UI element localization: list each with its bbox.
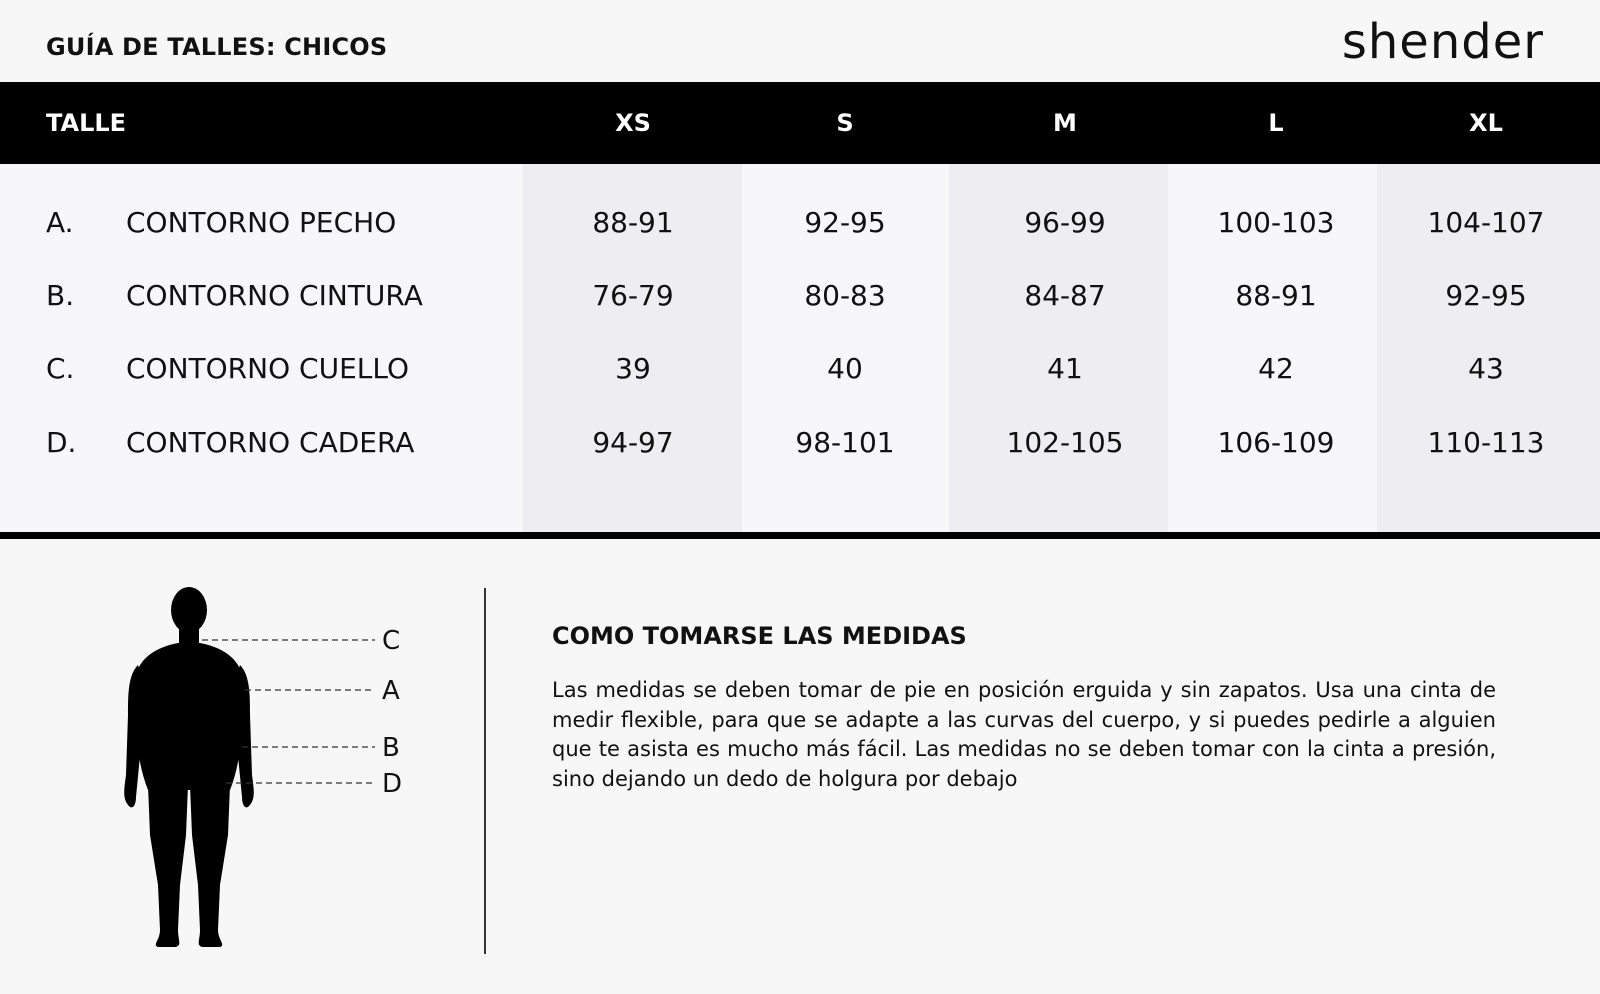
size-header-s: S <box>836 109 854 137</box>
howto-description: Las medidas se deben tomar de pie en posición erguida y sin zapatos. Usa una cinta de medir flexible, para que se adapte a las curvas del cuerpo, y si puedes pedirle a alguien que te asista es mucho más fácil. Las medidas no se deben tomar con la cinta a presión, sino dejando un dedo de holgura por debajo <box>552 678 1496 791</box>
mark-b-label: B <box>382 733 400 763</box>
cell-s: 98-101 <box>795 426 895 459</box>
size-table-header <box>0 82 1600 164</box>
vertical-separator <box>484 588 486 954</box>
cell-xs: 39 <box>615 352 651 385</box>
size-header-xl: XL <box>1469 109 1503 137</box>
mark-d-label: D <box>382 769 403 799</box>
cell-xl: 104-107 <box>1427 206 1545 239</box>
mark-a-label: A <box>382 676 400 706</box>
cell-l: 42 <box>1258 352 1294 385</box>
cell-xl: 43 <box>1468 352 1504 385</box>
row-letter: A. <box>46 206 74 239</box>
cell-xl: 110-113 <box>1427 426 1545 459</box>
row-letter: B. <box>46 279 75 312</box>
size-header-m: M <box>1053 109 1077 137</box>
size-table-body <box>0 164 1600 532</box>
size-header-l: L <box>1268 109 1284 137</box>
row-measure: CONTORNO PECHO <box>126 206 397 239</box>
brand-logo: shender <box>1341 14 1544 70</box>
cell-s: 40 <box>827 352 863 385</box>
howto-title: COMO TOMARSE LAS MEDIDAS <box>552 622 967 650</box>
table-row <box>0 344 1600 394</box>
size-label-header: TALLE <box>46 109 127 137</box>
cell-xs: 88-91 <box>592 206 674 239</box>
size-header-xs: XS <box>615 109 651 137</box>
cell-m: 41 <box>1047 352 1083 385</box>
body-measurement-figure <box>120 585 420 970</box>
page-title: GUÍA DE TALLES: CHICOS <box>46 33 388 61</box>
cell-s: 92-95 <box>804 206 886 239</box>
row-letter: C. <box>46 352 75 385</box>
human-silhouette-icon <box>124 587 254 947</box>
row-measure: CONTORNO CADERA <box>126 426 415 459</box>
cell-m: 96-99 <box>1024 206 1106 239</box>
row-measure: CONTORNO CINTURA <box>126 279 423 312</box>
cell-s: 80-83 <box>804 279 886 312</box>
cell-xl: 92-95 <box>1445 279 1527 312</box>
row-letter: D. <box>46 426 77 459</box>
mark-c-label: C <box>382 626 401 656</box>
cell-xs: 76-79 <box>592 279 674 312</box>
table-row <box>0 418 1600 468</box>
table-row <box>0 271 1600 321</box>
cell-xs: 94-97 <box>592 426 674 459</box>
cell-l: 88-91 <box>1235 279 1317 312</box>
section-divider <box>0 532 1600 539</box>
table-row <box>0 198 1600 248</box>
cell-l: 100-103 <box>1217 206 1335 239</box>
cell-m: 84-87 <box>1024 279 1106 312</box>
row-measure: CONTORNO CUELLO <box>126 352 409 385</box>
cell-m: 102-105 <box>1006 426 1124 459</box>
cell-l: 106-109 <box>1217 426 1335 459</box>
